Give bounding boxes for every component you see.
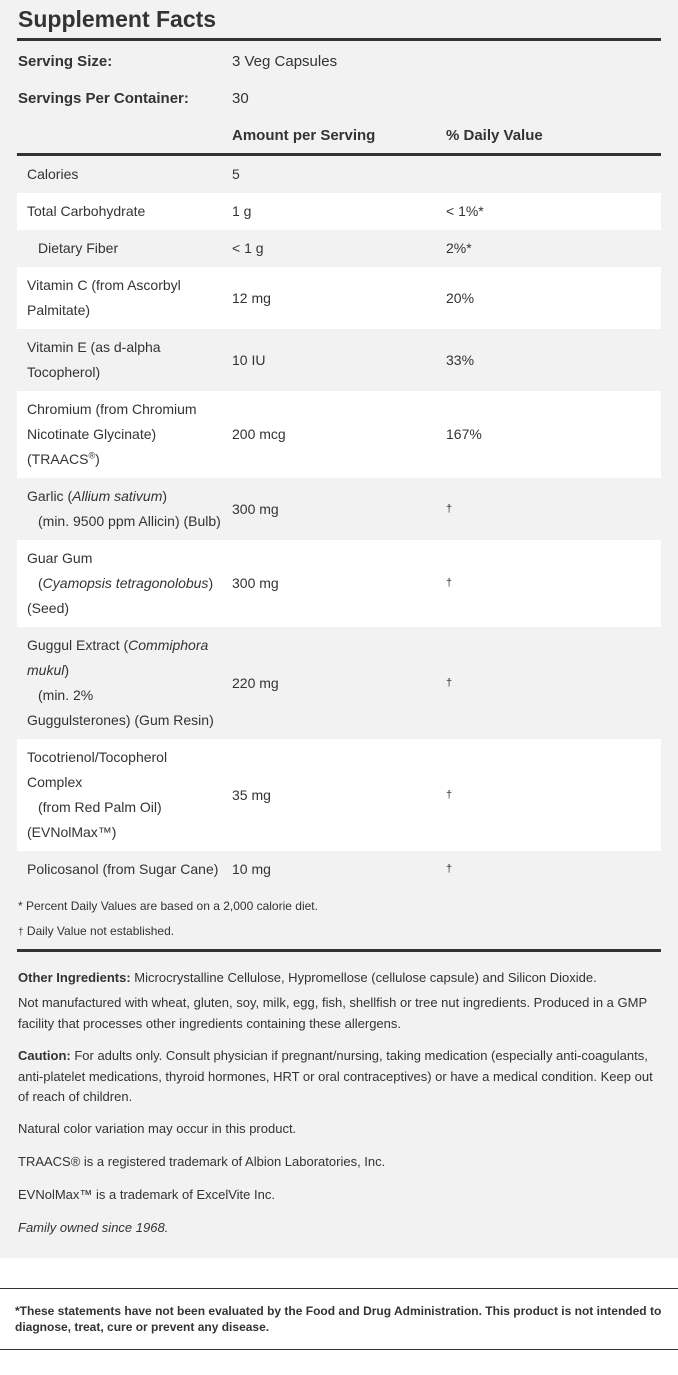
nutrient-name: Calories (27, 166, 79, 182)
nutrient-amount: < 1 g (232, 240, 264, 256)
nutrient-row-chromium (17, 391, 661, 478)
disclaimer-top-rule (0, 1288, 678, 1289)
nutrient-name: Policosanol (from Sugar Cane) (27, 861, 219, 877)
nutrient-name: Chromium (from Chromium Nicotinate Glycinate) (TRAACS®) (17, 391, 232, 478)
other-ingredients: Other Ingredients: Microcrystalline Cellulose, Hypromellose (cellulose capsule) and Silicon Dioxide. (18, 970, 597, 985)
title-rule (17, 38, 661, 41)
evnolmax-trademark-note: EVNolMax™ is a trademark of ExcelVite Inc. (18, 1187, 275, 1202)
nutrient-daily-value: † (446, 502, 453, 515)
fda-disclaimer: *These statements have not been evaluated by the Food and Drug Administration. This product is not intended to diagnose, treat, cure or prevent any disease. (15, 1304, 662, 1334)
nutrient-row-tocotrienol (17, 739, 661, 851)
percent-footnote: * Percent Daily Values are based on a 2,000 calorie diet. (18, 899, 318, 913)
amount-header: Amount per Serving (232, 127, 376, 144)
nutrient-amount: 300 mg (232, 500, 279, 517)
nutrient-name: Guar Gum (Cyamopsis tetragonolobus) (Seed) (17, 540, 232, 627)
nutrient-row-garlic (17, 478, 661, 540)
servings-per-container-value: 30 (232, 90, 249, 107)
nutrient-daily-value: 2%* (446, 240, 472, 256)
nutrient-table (17, 156, 661, 888)
servings-per-container-label: Servings Per Container: (18, 90, 189, 107)
nutrient-name: Vitamin E (as d-alpha Tocopherol) (27, 339, 161, 380)
nutrient-name: Dietary Fiber (38, 240, 119, 256)
traacs-trademark-note: TRAACS® is a registered trademark of Albion Laboratories, Inc. (18, 1154, 386, 1169)
nutrient-row-guar-gum (17, 540, 661, 627)
panel-title: Supplement Facts (18, 6, 217, 32)
nutrient-row-total-carbohydrate (17, 193, 661, 230)
daily-value-header: % Daily Value (446, 127, 543, 144)
nutrient-daily-value: † (446, 739, 661, 851)
nutrient-row-dietary-fiber (17, 230, 661, 267)
nutrient-name: Garlic (Allium sativum) (min. 9500 ppm Allicin) (Bulb) (27, 488, 221, 529)
nutrient-row-guggul-extract (17, 627, 661, 739)
color-variation-note: Natural color variation may occur in this product. (18, 1121, 297, 1136)
nutrient-row-policosanol (17, 851, 661, 888)
nutrient-daily-value (446, 156, 661, 193)
caution-note: Caution: For adults only. Consult physician if pregnant/nursing, taking medication (especially anti-coagulants, anti-platelet medications, thyroid hormones, HRT or oral contraceptives) or have a medical condition. Keep out of reach of children. (18, 1048, 653, 1104)
nutrient-amount: 35 mg (232, 739, 446, 851)
nutrient-daily-value: 33% (446, 351, 475, 368)
nutrient-row-vitamin-c (17, 267, 661, 329)
allergen-note: Not manufactured with wheat, gluten, soy, milk, egg, fish, shellfish or tree nut ingredients. Produced in a GMP facility that processes other ingredients containing these allergens. (18, 995, 647, 1031)
nutrient-daily-value: < 1%* (446, 193, 661, 230)
nutrient-amount: 12 mg (232, 267, 446, 329)
serving-size-value: 3 Veg Capsules (232, 53, 338, 70)
nutrient-amount: 300 mg (232, 540, 446, 627)
disclaimer-bottom-rule (0, 1349, 678, 1350)
nutrient-amount: 220 mg (232, 674, 279, 691)
nutrient-amount: 10 IU (232, 351, 266, 368)
nutrient-daily-value: † (446, 540, 661, 627)
nutrient-name: Vitamin C (from Ascorbyl Palmitate) (17, 267, 232, 329)
nutrient-amount: 10 mg (232, 861, 271, 877)
nutrient-name: Guggul Extract (Commiphora mukul) (min. 2% Guggulsterones) (Gum Resin) (27, 637, 214, 728)
nutrient-amount: 200 mcg (232, 391, 446, 478)
nutrient-name: Tocotrienol/Tocopherol Complex (from Red Palm Oil) (EVNolMax™) (17, 739, 232, 851)
nutrient-daily-value: † (446, 863, 453, 875)
nutrient-row-vitamin-e (17, 329, 661, 391)
nutrient-daily-value: 20% (446, 267, 661, 329)
nutrient-daily-value: 167% (446, 391, 661, 478)
serving-size-label: Serving Size: (18, 53, 113, 70)
nutrient-daily-value: † (446, 676, 453, 689)
nutrient-amount: 1 g (232, 193, 446, 230)
dagger-footnote: † Daily Value not established. (18, 924, 175, 938)
nutrient-amount: 5 (232, 166, 240, 182)
nutrient-name: Total Carbohydrate (17, 193, 232, 230)
family-owned-note: Family owned since 1968. (18, 1220, 169, 1235)
footnote-rule (17, 949, 661, 952)
nutrient-row-calories (17, 156, 661, 193)
